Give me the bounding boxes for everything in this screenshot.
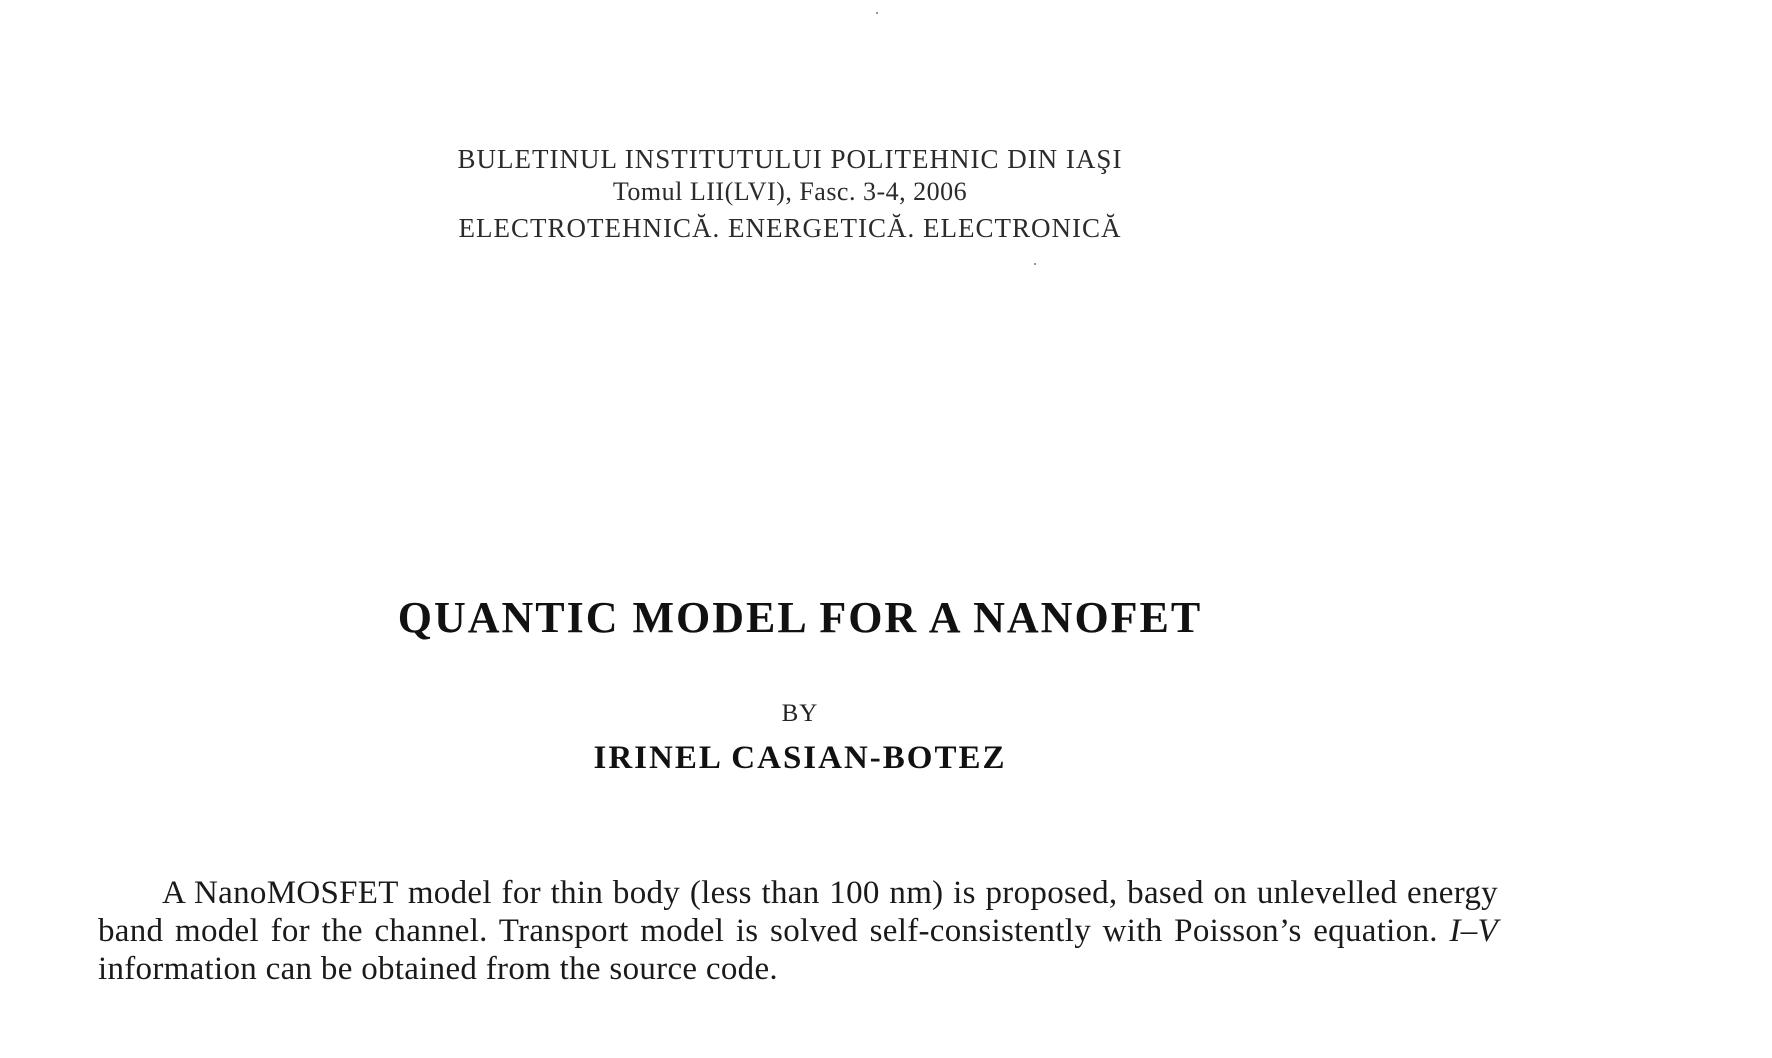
journal-name: BULETINUL INSTITUTULUI POLITEHNIC DIN IAŞI — [457, 144, 1123, 174]
by-label: BY — [781, 700, 819, 727]
scan-speck — [876, 12, 878, 14]
abstract-text-part2: information can be obtained from the source code. — [98, 951, 778, 987]
abstract — [98, 874, 1498, 988]
iv-label: I–V — [1449, 913, 1498, 949]
journal-volume: Tomul LII(LVI), Fasc. 3-4, 2006 — [612, 177, 968, 206]
journal-header — [380, 142, 1200, 248]
author-name: IRINEL CASIAN-BOTEZ — [593, 740, 1007, 776]
paper-title: QUANTIC MODEL FOR A NANOFET — [397, 593, 1203, 642]
journal-section: ELECTROTEHNICĂ. ENERGETICĂ. ELECTRONICĂ — [458, 213, 1122, 243]
scan-speck — [1034, 263, 1036, 265]
abstract-text-part1: A NanoMOSFET model for thin body (less than 100 nm) is proposed, based on unlevelled energy band model for the channel. Transport model is solved self-consistently with Poisson’s equation. — [98, 875, 1498, 949]
